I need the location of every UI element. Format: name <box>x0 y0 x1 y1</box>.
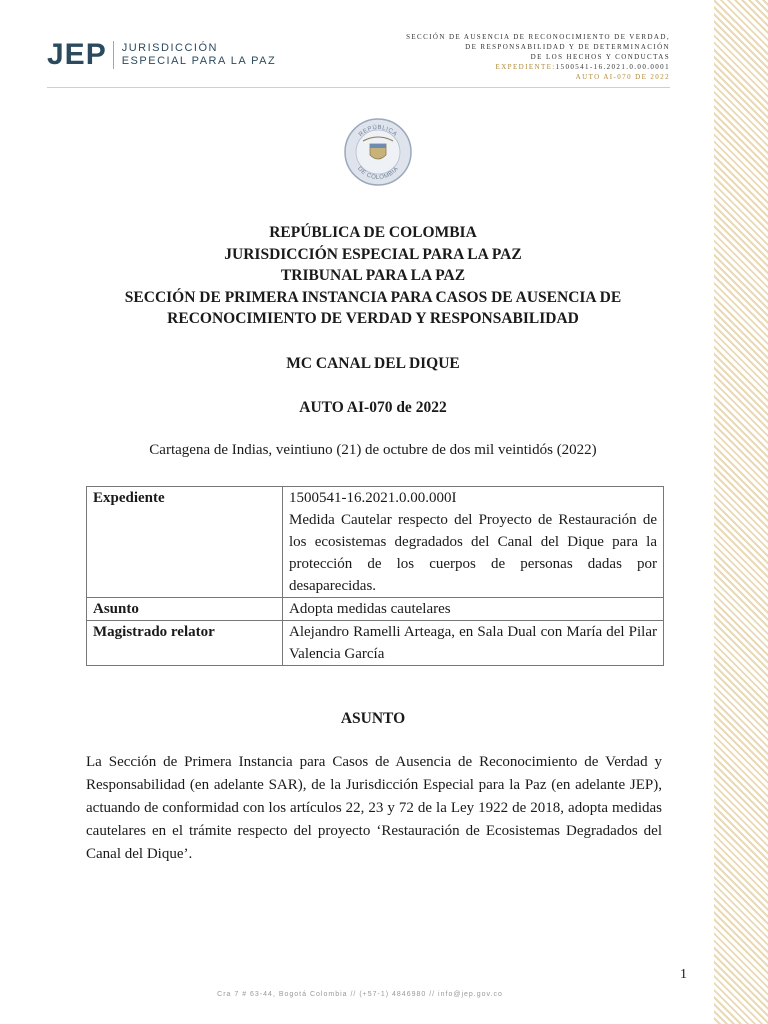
expediente-value: 1500541-16.2021.0.00.000I <box>289 490 457 506</box>
colombia-seal-icon <box>343 117 413 187</box>
decorative-stripe <box>714 0 768 1024</box>
page-number: 1 <box>680 967 687 982</box>
table-row <box>87 621 664 666</box>
header-line-1: SECCIÓN DE AUSENCIA DE RECONOCIMIENTO DE VERDAD, <box>406 33 670 41</box>
logo-divider <box>113 41 114 69</box>
case-name: MC CANAL DEL DIQUE <box>286 355 460 372</box>
logo-mark: JEP <box>47 38 107 71</box>
header-reference <box>406 32 670 82</box>
asunto-label: Asunto <box>87 598 283 621</box>
header-expediente-label: EXPEDIENTE: <box>495 63 556 71</box>
date-line: Cartagena de Indias, veintiuno (21) de octubre de dos mil veintidós (2022) <box>149 442 597 458</box>
table-row <box>87 598 664 621</box>
case-info-table <box>86 486 664 666</box>
title-line-3: TRIBUNAL PARA LA PAZ <box>280 267 466 284</box>
document-title <box>80 222 666 330</box>
seal-bottom-text: DE COLOMBIA <box>356 165 400 182</box>
magistrado-label: Magistrado relator <box>87 621 283 666</box>
magistrado-value: Alejandro Ramelli Arteaga, en Sala Dual con María del Pilar Valencia García <box>283 621 664 666</box>
expediente-label: Expediente <box>87 487 283 598</box>
logo-text <box>122 42 277 68</box>
table-row <box>87 487 664 598</box>
seal-top-text: REPÚBLICA <box>358 124 398 139</box>
section-heading: ASUNTO <box>340 710 406 727</box>
title-line-2: JURISDICCIÓN ESPECIAL PARA LA PAZ <box>224 245 522 263</box>
auto-title: AUTO AI-070 de 2022 <box>299 399 447 416</box>
header-auto-ref: AUTO AI-070 DE 2022 <box>575 73 670 81</box>
title-line-5: RECONOCIMIENTO DE VERDAD Y RESPONSABILIDAD <box>167 310 579 327</box>
jep-logo <box>47 38 276 72</box>
header-expediente-value: 1500541-16.2021.0.00.0001 <box>555 63 670 71</box>
header-expediente <box>406 62 670 72</box>
footer-address: Cra 7 # 63-44, Bogotá Colombia // (+57-1) 4846980 // info@jep.gov.co <box>217 991 503 998</box>
header-line-3: DE LOS HECHOS Y CONDUCTAS <box>530 53 670 61</box>
expediente-description: Medida Cautelar respecto del Proyecto de Restauración de los ecosistemas degradados del Canal del Dique para la protección de los cuerpos de personas dadas por desaparecidas. <box>289 512 657 594</box>
header-divider <box>47 87 670 88</box>
body-paragraph: La Sección de Primera Instancia para Casos de Ausencia de Reconocimiento de Verdad y Responsabilidad (en adelante SAR), de la Jurisdicción Especial para la Paz (en adelante JEP), actuando de conformidad con los artículos 22, 23 y 72 de la Ley 1922 de 2018, adopta medidas cautelares en el trámite respecto del proyecto ‘Restauración de Ecosistemas Degradados del Canal del Dique’. <box>86 754 662 862</box>
title-line-1: REPÚBLICA DE COLOMBIA <box>269 224 477 241</box>
title-line-4: SECCIÓN DE PRIMERA INSTANCIA PARA CASOS DE AUSENCIA DE <box>124 288 622 306</box>
asunto-value: Adopta medidas cautelares <box>283 598 664 621</box>
expediente-cell <box>283 487 664 598</box>
header-line-2: DE RESPONSABILIDAD Y DE DETERMINACIÓN <box>465 43 670 51</box>
logo-line-2: ESPECIAL PARA LA PAZ <box>121 55 277 67</box>
logo-line-1: JURISDICCIÓN <box>121 42 218 54</box>
